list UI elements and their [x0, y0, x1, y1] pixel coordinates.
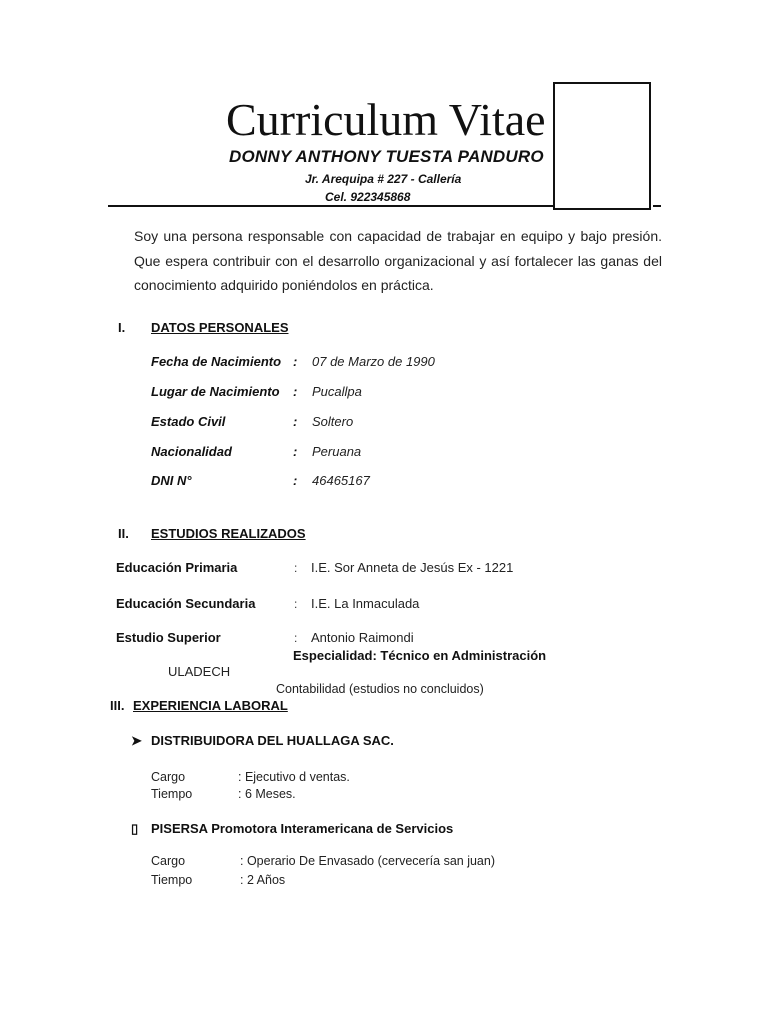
study-specialty: Especialidad: Técnico en Administración: [293, 648, 547, 663]
section-number: II.: [118, 526, 129, 541]
study-label: Educación Secundaria: [116, 596, 256, 611]
personal-colon: :: [293, 444, 298, 459]
arrow-bullet-icon: ➤: [131, 733, 142, 748]
section-title-studies: ESTUDIOS REALIZADOS: [151, 526, 306, 541]
section-number: III.: [110, 698, 125, 713]
job-value: : 6 Meses.: [238, 787, 296, 801]
profile-paragraph: Soy una persona responsable con capacidad de trabajar en equipo y bajo presión. Que espera contribuir con el desarrollo organizacional y así fortalecer las ganas del conocimiento adquirido poniéndolos en práctica.: [134, 228, 662, 293]
study-value: Antonio Raimondi: [311, 630, 414, 645]
personal-label: Nacionalidad: [151, 444, 232, 459]
job-label: Tiempo: [151, 787, 193, 801]
personal-value: 46465167: [312, 473, 370, 488]
personal-colon: :: [293, 473, 298, 488]
study-label: Estudio Superior: [116, 630, 221, 645]
study-colon: :: [294, 631, 298, 645]
job-value: : Ejecutivo d ventas.: [238, 770, 350, 784]
job-label: Cargo: [151, 770, 186, 784]
study-colon: :: [294, 597, 298, 611]
personal-value: Pucallpa: [312, 384, 362, 399]
job-value: : Operario De Envasado (cervecería san juan): [240, 854, 495, 868]
personal-label: Fecha de Nacimiento: [151, 354, 282, 369]
study-value: I.E. La Inmaculada: [311, 596, 420, 611]
personal-colon: :: [293, 354, 298, 369]
header-divider-right: [653, 205, 661, 207]
study-colon: :: [294, 561, 298, 575]
personal-label: Lugar de Nacimiento: [151, 384, 280, 399]
header-divider: [108, 205, 553, 207]
personal-value: Soltero: [312, 414, 354, 429]
job-label: Cargo: [151, 854, 186, 868]
phone: Cel. 922345868: [325, 190, 411, 204]
job-company: DISTRIBUIDORA DEL HUALLAGA SAC.: [151, 733, 394, 748]
study-university: ULADECH: [168, 664, 231, 679]
personal-colon: :: [293, 414, 298, 429]
photo-placeholder: [553, 82, 651, 210]
section-title-personal: DATOS PERSONALES: [151, 320, 289, 335]
personal-label: DNI N°: [151, 473, 192, 488]
document-title: Curriculum Vitae: [226, 94, 546, 145]
job-label: Tiempo: [151, 873, 193, 887]
study-label: Educación Primaria: [116, 560, 238, 575]
section-title-experience: EXPERIENCIA LABORAL: [133, 698, 288, 713]
personal-label: Estado Civil: [151, 414, 226, 429]
personal-value: Peruana: [312, 444, 362, 459]
study-value: I.E. Sor Anneta de Jesús Ex - 1221: [311, 560, 514, 575]
personal-value: 07 de Marzo de 1990: [312, 354, 435, 369]
job-value: : 2 Años: [240, 873, 286, 887]
section-number: I.: [118, 320, 126, 335]
personal-colon: :: [293, 384, 298, 399]
address: Jr. Arequipa # 227 - Callería: [305, 172, 462, 186]
candidate-name: DONNY ANTHONY TUESTA PANDURO: [229, 147, 544, 166]
job-company: PISERSA Promotora Interamericana de Servicios: [151, 821, 454, 836]
box-bullet-icon: ▯: [131, 821, 139, 836]
study-note: Contabilidad (estudios no concluidos): [276, 682, 484, 696]
